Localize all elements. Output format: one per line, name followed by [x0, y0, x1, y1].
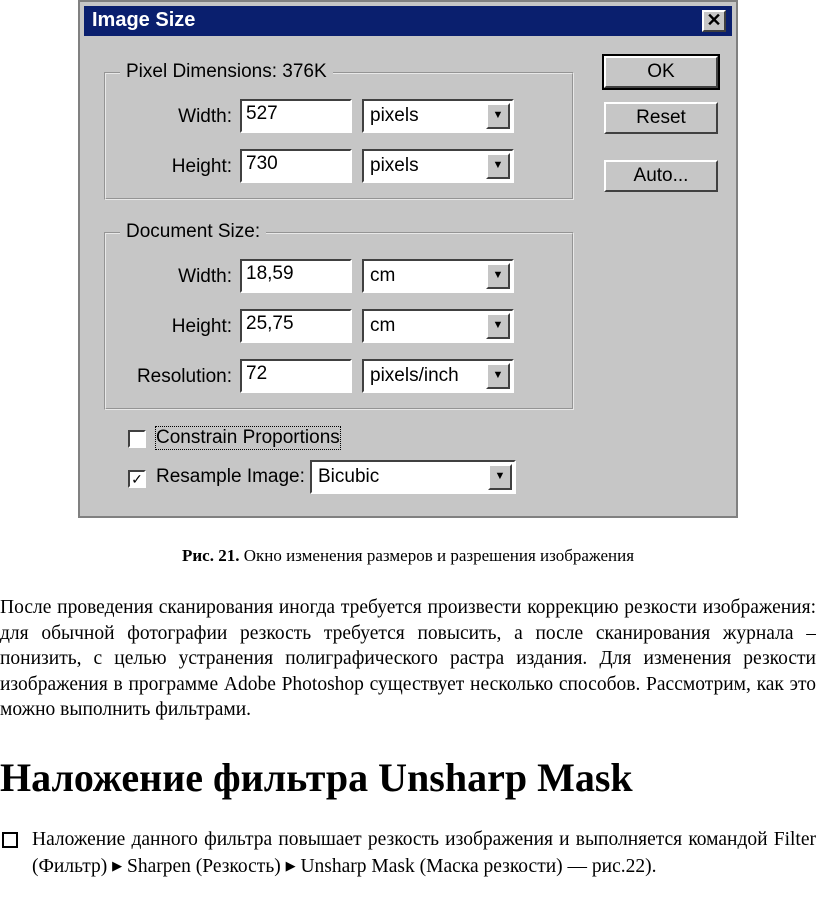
bullet-text — [32, 827, 816, 879]
pixel-dimensions-legend: Pixel Dimensions: 376K — [120, 61, 333, 83]
auto-button[interactable]: Auto... — [604, 160, 718, 192]
ok-button[interactable]: OK — [604, 56, 718, 88]
constrain-proportions-checkbox[interactable] — [128, 430, 146, 448]
menu-arrow-icon: ▶ — [285, 857, 296, 873]
figure-number: Рис. 21. — [181, 546, 240, 565]
image-size-dialog — [78, 0, 738, 518]
dropdown-arrow-icon[interactable]: ▼ — [488, 464, 512, 490]
title-bar[interactable] — [84, 6, 732, 36]
pixel-width-unit-value: pixels — [370, 105, 419, 126]
resolution-label: Resolution: — [136, 366, 232, 387]
bullet-text-part3: Unsharp Mask (Маска резкости) — рис.22). — [295, 855, 657, 877]
doc-height-unit-value: cm — [370, 315, 396, 336]
dropdown-arrow-icon[interactable]: ▼ — [486, 313, 510, 339]
pixel-width-unit-select[interactable] — [362, 99, 514, 133]
pixel-width-field[interactable]: 527 — [240, 99, 352, 133]
pixel-height-unit-value: pixels — [370, 155, 419, 176]
dropdown-arrow-icon[interactable]: ▼ — [486, 153, 510, 179]
checkbox-bullet-icon — [2, 832, 18, 848]
dialog-title: Image Size — [92, 9, 196, 31]
bullet-text-part2: Sharpen (Резкость) — [122, 855, 286, 877]
bullet-item — [0, 827, 816, 879]
bullet-text-part1: Наложение данного фильтра повышает резкость изображения и выполняется командой Filter (Фильтр) — [32, 829, 816, 877]
reset-button[interactable]: Reset — [604, 102, 718, 134]
dropdown-arrow-icon[interactable]: ▼ — [486, 363, 510, 389]
dropdown-arrow-icon[interactable]: ▼ — [486, 263, 510, 289]
section-heading: Наложение фильтра Unsharp Mask — [0, 755, 633, 800]
close-icon[interactable]: ✕ — [702, 10, 726, 32]
pixel-height-unit-select[interactable] — [362, 149, 514, 183]
body-paragraph: После проведения сканирования иногда требуется произвести коррекцию резкости изображения: для обычной фотографии резкость требуется повысить, а после сканирования журнала – понизить, с целью устранения полиграфического растра издания. Для изменения резкости изображения в программе Adobe Photoshop существует несколько способов. Рассмотрим, как это можно выполнить фильтрами. — [0, 597, 816, 720]
resample-method-select[interactable] — [310, 460, 516, 494]
pixel-dimensions-group — [104, 61, 574, 200]
doc-width-field[interactable]: 18,59 — [240, 259, 352, 293]
resolution-field[interactable]: 72 — [240, 359, 352, 393]
document-size-group — [104, 221, 574, 410]
doc-height-label: Height: — [171, 316, 232, 337]
pixel-height-label: Height: — [171, 156, 232, 177]
doc-height-field[interactable]: 25,75 — [240, 309, 352, 343]
doc-width-unit-select[interactable] — [362, 259, 514, 293]
pixel-width-label: Width: — [178, 106, 232, 127]
figure-caption — [0, 546, 816, 566]
resolution-unit-select[interactable] — [362, 359, 514, 393]
constrain-proportions-label[interactable]: Constrain Proportions — [156, 427, 340, 448]
pixel-height-field[interactable]: 730 — [240, 149, 352, 183]
resolution-unit-value: pixels/inch — [370, 365, 459, 386]
resample-method-value: Bicubic — [318, 466, 380, 487]
figure-caption-text: Окно изменения размеров и разрешения изображения — [239, 546, 635, 565]
doc-width-label: Width: — [178, 266, 232, 287]
document-size-legend: Document Size: — [120, 221, 266, 243]
doc-height-unit-select[interactable] — [362, 309, 514, 343]
menu-arrow-icon: ▶ — [112, 857, 123, 873]
doc-width-unit-value: cm — [370, 265, 396, 286]
dropdown-arrow-icon[interactable]: ▼ — [486, 103, 510, 129]
resample-image-checkbox[interactable]: ✓ — [128, 470, 146, 488]
resample-image-label[interactable]: Resample Image: — [156, 466, 305, 487]
